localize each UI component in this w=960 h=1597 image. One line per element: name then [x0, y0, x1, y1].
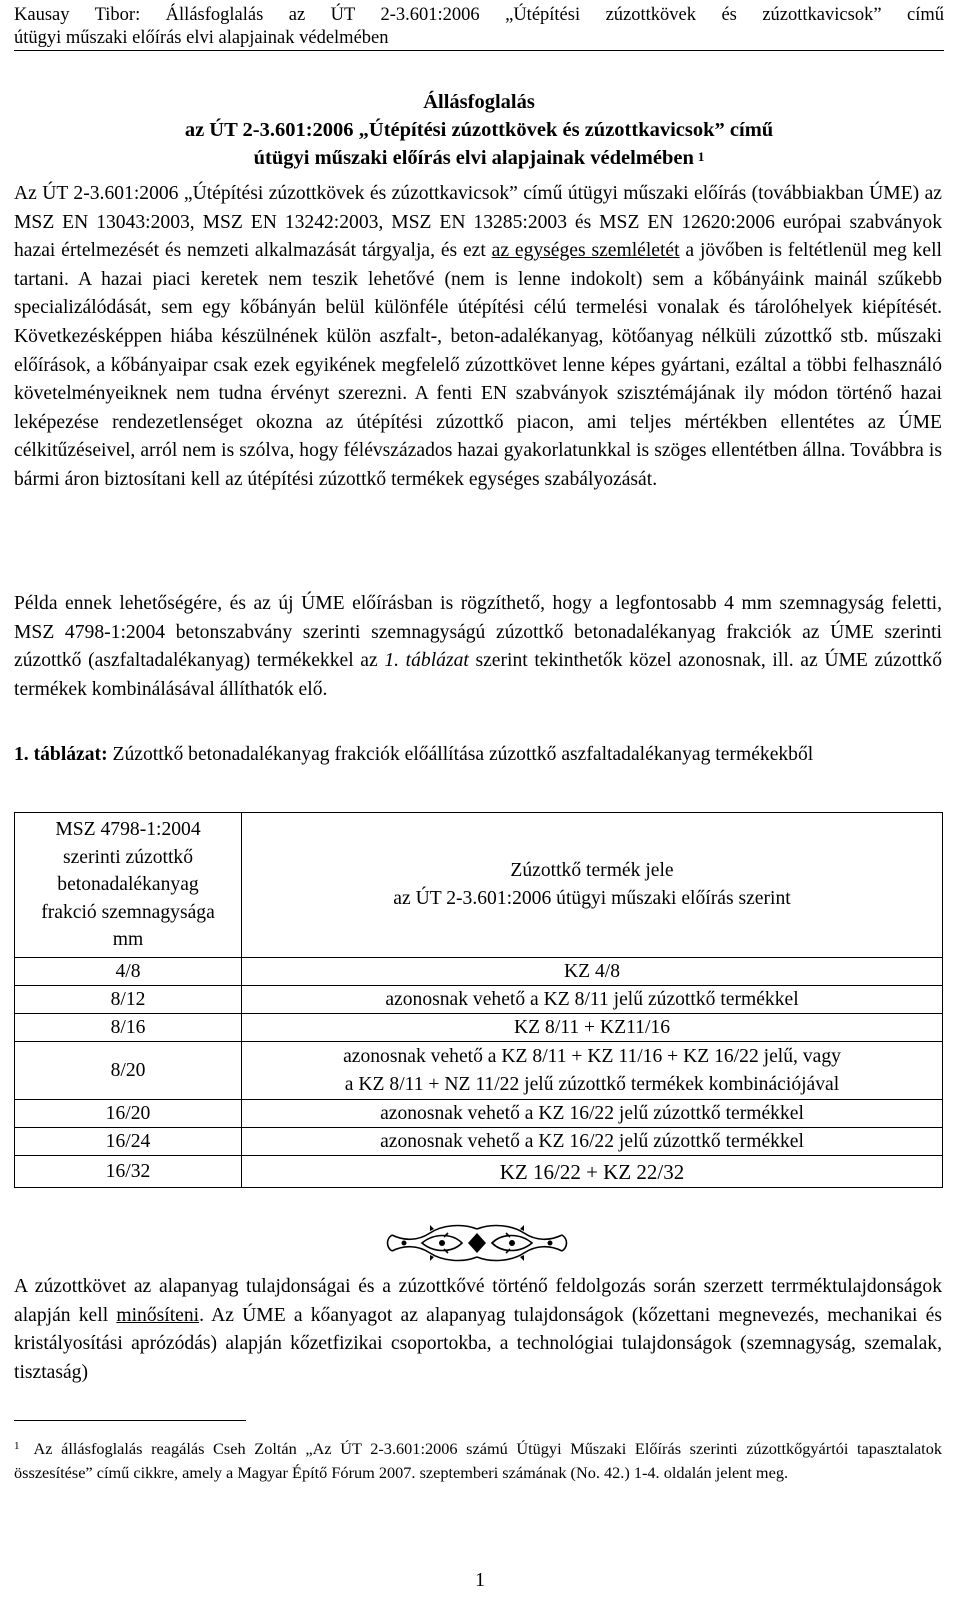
header-col2-line: az ÚT 2-3.601:2006 útügyi műszaki előírás szerint [393, 888, 791, 909]
footnote-mark: 1 [14, 1440, 20, 1452]
header-col1-line: MSZ 4798-1:2004 [55, 819, 201, 841]
header-col1-line: mm [112, 929, 144, 951]
footnote-rule [14, 1420, 246, 1421]
product-cell: azonosnak vehető a KZ 8/11 jelű zúzottkő termékkel [242, 986, 943, 1014]
table-caption-label: 1. táblázat: [14, 744, 108, 765]
table-row [15, 1042, 943, 1100]
paragraph-3-part-a: A zúzottkövet az alapanyag tulajdonságai és a zúzottkővé történő feldolgozás során szerzett terrméktulajdonságok alapján kell [14, 1276, 942, 1326]
fraction-table [14, 812, 943, 1188]
title-line-2: az ÚT 2-3.601:2006 „Útépítési zúzottkövek és zúzottkavicsok” című [184, 119, 774, 141]
product-cell: azonosnak vehető a KZ 16/22 jelű zúzottkő termékkel [242, 1100, 943, 1128]
title-footnote-mark: 1 [697, 149, 705, 164]
fraction-cell: 16/24 [15, 1128, 242, 1156]
product-cell: KZ 4/8 [242, 958, 943, 986]
product-cell: azonosnak vehető a KZ 16/22 jelű zúzottkő termékkel [242, 1128, 943, 1156]
footnote [14, 1437, 942, 1484]
running-header [14, 4, 944, 50]
paragraph-2-part-a: Példa ennek lehetőségére, és az új ÚME előírásban is rögzíthető, hogy a legfontosabb 4 mm szemnagyság feletti, MSZ 4798-1:2004 betonszabvány szerinti szemnagyságú zúzottkő betonadalékanyag frakciók az ÚME szerinti zúzottkő (aszfaltadalékanyag) termékekkel az [14, 593, 942, 672]
fraction-cell: 8/12 [15, 986, 242, 1014]
product-cell-line-2: a KZ 8/11 + NZ 11/22 jelű zúzottkő termékek kombinációjával [344, 1073, 840, 1095]
header-col1-line: betonadalékanyag [57, 874, 199, 896]
product-cell-line-1: azonosnak vehető a KZ 8/11 + KZ 11/16 + KZ 16/22 jelű, vagy [343, 1045, 841, 1067]
header-rule [14, 50, 944, 51]
table-header-fraction [15, 813, 242, 958]
header-col1-line: szerinti zúzottkő [62, 846, 194, 868]
table-header-row [15, 813, 943, 958]
header-col1-line: frakció szemnagysága [41, 901, 215, 923]
table-row [15, 986, 943, 1014]
fraction-cell: 8/20 [15, 1042, 242, 1100]
paragraph-2 [14, 590, 942, 704]
table-row [15, 958, 943, 986]
table-row [15, 1014, 943, 1042]
title-line-3 [14, 144, 944, 174]
title-line-3-text: útügyi műszaki előírás elvi alapjainak védelmében [253, 147, 694, 169]
table-row [15, 1100, 943, 1128]
document-title [14, 88, 944, 174]
header-col2-line: Zúzottkő termék jele [510, 859, 674, 881]
paragraph-3 [14, 1273, 942, 1387]
paragraph-1-part-a: Az ÚT 2-3.601:2006 „Útépítési zúzottkövek és zúzottkavicsok” című útügyi műszaki előírás (továbbiakban ÚME) az MSZ EN 13043:2003, MSZ EN 13242:2003, MSZ EN 13285:2003 és MSZ EN 12620:2006 európai szabványok hazai értelmezését és nemzeti alkalmazását tárgyalja, és ezt [14, 183, 942, 262]
running-header-line-1: Kausay Tibor: Állásfoglalás az ÚT 2-3.601:2006 „Útépítési zúzottkövek és zúzottkavicsok” című [14, 5, 944, 25]
table-row [15, 1128, 943, 1156]
product-cell: KZ 8/11 + KZ11/16 [242, 1014, 943, 1042]
paragraph-1-underlined: az egységes szemléletét [491, 240, 680, 262]
product-cell: KZ 16/22 + KZ 22/32 [242, 1156, 943, 1188]
paragraph-1 [14, 180, 942, 495]
fraction-cell: 8/16 [15, 1014, 242, 1042]
paragraph-3-underlined: minősíteni [116, 1304, 200, 1326]
paragraph-3-part-b: . Az ÚME a kőanyagot az alapanyag tulajdonságok (kőzettani megnevezés, mechanikai és kristályosítási aprózódás) alapján kőzetfizikai csoportokba, a technológiai tulajdonságok (szemnagyság, szemalak, tisztaság) [14, 1304, 943, 1383]
table-caption-text: Zúzottkő betonadalékanyag frakciók előállítása zúzottkő aszfaltadalékanyag termékekből [107, 744, 814, 765]
table-header-product [242, 813, 943, 958]
product-cell [242, 1042, 943, 1100]
paragraph-2-part-b: szerint tekinthetők közel azonosnak, ill. az ÚME zúzottkő termékek kombinálásával állíthatók elő. [14, 650, 942, 700]
table-row [15, 1156, 943, 1188]
title-line-1: Állásfoglalás [423, 91, 535, 113]
footnote-text: Az állásfoglalás reagálás Cseh Zoltán „Az ÚT 2-3.601:2006 számú Útügyi Műszaki Előírás szerinti zúzottkőgyártói tapasztalatok összesítése” című cikkre, amely a Magyar Építő Fórum 2007. szeptemberi számának (No. 42.) 1-4. oldalán jelent meg. [14, 1439, 942, 1482]
fraction-cell: 4/8 [15, 958, 242, 986]
fraction-cell: 16/32 [15, 1156, 242, 1188]
fraction-cell: 16/20 [15, 1100, 242, 1128]
paragraph-1-part-b: a jövőben is feltétlenül meg kell tartani. A hazai piaci keretek nem teszik lehetővé (nem is lenne indokolt) sem a kőbányáink mainál szűkebb specializálódását, sem egy kőbányán belül különféle útépítési célú termelési vonalak és tárolóhelyek kiépítését. Következésképpen hiába készülnének külön aszfalt-, beton-adalékanyag, kötőanyag nélküli zúzottkő stb. műszaki előírások, a kőbányaipar csak ezek egyikének megfelelő zúzottkövet lenne képes gyártani, ezáltal a többi felhasználó követelményeiknek nem tudna érvényt szerezni. A fenti EN szabványok szisztémájának ily módon történő hazai leképezése rendezetlenséget okozna az útépítési zúzottkő piacon, ami teljes mértékben ellentétes az ÚME célkitűzéseivel, arról nem is szólva, hogy félévszázados hazai gyakorlatunkkal is szöges ellentétben állna. Továbbra is bármi áron biztosítani kell az útépítési zúzottkő termékek egységes szabályozását. [14, 240, 943, 490]
running-header-line-2: útügyi műszaki előírás elvi alapjainak védelmében [14, 28, 389, 48]
page-number: 1 [475, 1569, 485, 1591]
table-caption [14, 741, 942, 770]
paragraph-2-table-ref: 1. táblázat [384, 650, 469, 672]
decorative-scroll-divider-icon [382, 1219, 572, 1267]
